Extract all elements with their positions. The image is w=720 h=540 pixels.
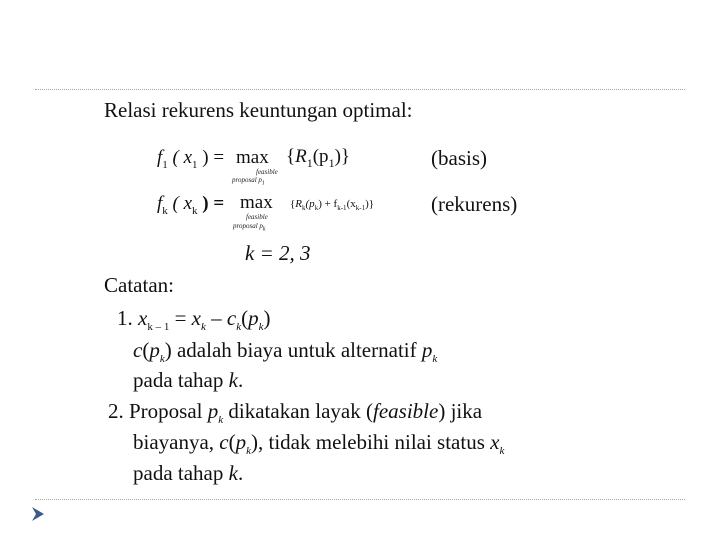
rec-body-open: { [290, 198, 296, 210]
rec-body-p-sub: k [314, 204, 319, 213]
note1-c: c [226, 306, 237, 330]
note1-x-sub: k – 1 [147, 321, 170, 334]
nav-arrow-icon[interactable] [31, 506, 45, 527]
basis-lhs-f: f [157, 147, 163, 168]
note1-x2-sub: k [201, 321, 206, 334]
note1-line2-p-sub: k [159, 353, 165, 366]
note2-line2-text: biayanya, [133, 430, 220, 454]
rec-body-x-sub: k-1 [355, 204, 366, 213]
rec-body-p: (p [305, 198, 315, 210]
rec-under-proposal-text: proposal [233, 222, 258, 230]
basis-body-r: R [295, 146, 307, 167]
note2-line3-dot: . [237, 461, 244, 485]
note1-c-sub: k [236, 321, 242, 334]
note2-t1: Proposal [129, 399, 208, 423]
rec-max: max [240, 192, 273, 213]
k-line [245, 241, 311, 265]
note2-line3-k: k [228, 461, 238, 485]
rec-lhs [157, 193, 224, 217]
rec-body-x: (x [346, 198, 356, 210]
basis-lhs-close: ) = [202, 147, 225, 168]
note1-line2 [133, 338, 437, 371]
note1-x: x [138, 306, 148, 330]
note1-eq: = [169, 306, 192, 330]
note1-line2-end: p [421, 338, 433, 362]
note1-line3-text: pada tahap [133, 368, 229, 392]
note1-line2-c: c [133, 338, 143, 362]
basis-lhs-arg: ( x [172, 147, 193, 168]
rec-under-proposal [233, 223, 265, 233]
basis-body [286, 146, 350, 171]
rec-body [290, 197, 374, 215]
rec-lhs-arg-sub: k [192, 204, 198, 217]
top-divider [35, 89, 685, 90]
note1-x2: x [191, 306, 201, 330]
basis-under-feasible: feasible [256, 168, 278, 176]
note1-num: 1. [117, 306, 133, 330]
basis-lhs-arg-sub: 1 [192, 158, 198, 171]
note2-line2 [133, 430, 504, 463]
note1-minus: – [205, 306, 227, 330]
catatan-heading: Catatan: [104, 273, 174, 297]
nav-arrow-icon-svg [31, 506, 45, 522]
note1-line3-k: k [228, 368, 238, 392]
note1-line2-open: ( [142, 338, 150, 362]
rec-under-feasible: feasible [246, 213, 268, 221]
note2-t2: dikatakan layak ( [223, 399, 373, 423]
rec-tag: (rekurens) [431, 192, 518, 216]
rec-lhs-sub: k [162, 204, 168, 217]
note1-p: p [248, 306, 259, 330]
basis-under-proposal-sub: 1 [261, 180, 265, 187]
basis-lhs-sub: 1 [162, 158, 168, 171]
rec-body-r: R [295, 198, 303, 210]
rec-under-proposal-var: p [259, 222, 263, 230]
basis-body-r-sub: 1 [306, 155, 313, 170]
basis-body-open: { [286, 146, 296, 167]
note2-line3-text: pada tahap [133, 461, 229, 485]
note2-num: 2. [108, 399, 124, 423]
basis-body-p: (p [312, 146, 329, 167]
rec-lhs-arg: ( x [172, 193, 193, 214]
note1-p-sub: k [258, 321, 264, 334]
note2-line2-text2: ), tidak melebihi nilai status [251, 430, 491, 454]
note2-line2-c: c [219, 430, 229, 454]
rec-body-f-sub: k-1 [337, 204, 347, 213]
note2-line2-p-sub: k [246, 445, 252, 458]
note1-line2-text: ) adalah biaya untuk alternatif [164, 338, 422, 362]
basis-max: max [236, 147, 269, 168]
note2-p: p [207, 399, 219, 423]
note2-t3: ) jika [438, 399, 483, 423]
bottom-divider [35, 499, 685, 500]
note1-line1 [117, 306, 271, 339]
note1-paren-close: ) [263, 306, 271, 330]
basis-under-proposal-var: p [258, 176, 262, 184]
note1-line2-p: p [149, 338, 160, 362]
rec-lhs-close: ) = [202, 193, 225, 214]
heading: Relasi rekurens keuntungan optimal: [104, 98, 413, 122]
note1-line3 [133, 368, 243, 392]
note2-line2-p: p [235, 430, 247, 454]
rec-body-close: )} [365, 198, 375, 210]
note2-line2-x: x [490, 430, 500, 454]
basis-under-proposal [232, 177, 265, 187]
rec-lhs-f: f [157, 193, 163, 214]
note2-line1 [108, 399, 482, 432]
basis-body-close: )} [334, 146, 351, 167]
note2-line2-x-sub: k [499, 445, 505, 458]
note1-paren-open: ( [241, 306, 249, 330]
k-line-text: k = 2, 3 [245, 241, 311, 265]
rec-under-proposal-sub: k [262, 226, 266, 233]
note2-line2-open: ( [228, 430, 236, 454]
basis-body-p-sub: 1 [328, 155, 335, 170]
note2-p-sub: k [218, 414, 224, 427]
note2-feasible: feasible [373, 399, 439, 423]
note1-line2-end-sub: k [432, 353, 438, 366]
rec-body-r-sub: k [302, 204, 306, 213]
basis-lhs [157, 147, 224, 171]
note2-line3 [133, 461, 243, 485]
basis-under-proposal-text: proposal [232, 176, 257, 184]
basis-tag: (basis) [431, 146, 487, 170]
note1-line3-dot: . [237, 368, 244, 392]
rec-body-mid: ) + f [318, 198, 338, 210]
